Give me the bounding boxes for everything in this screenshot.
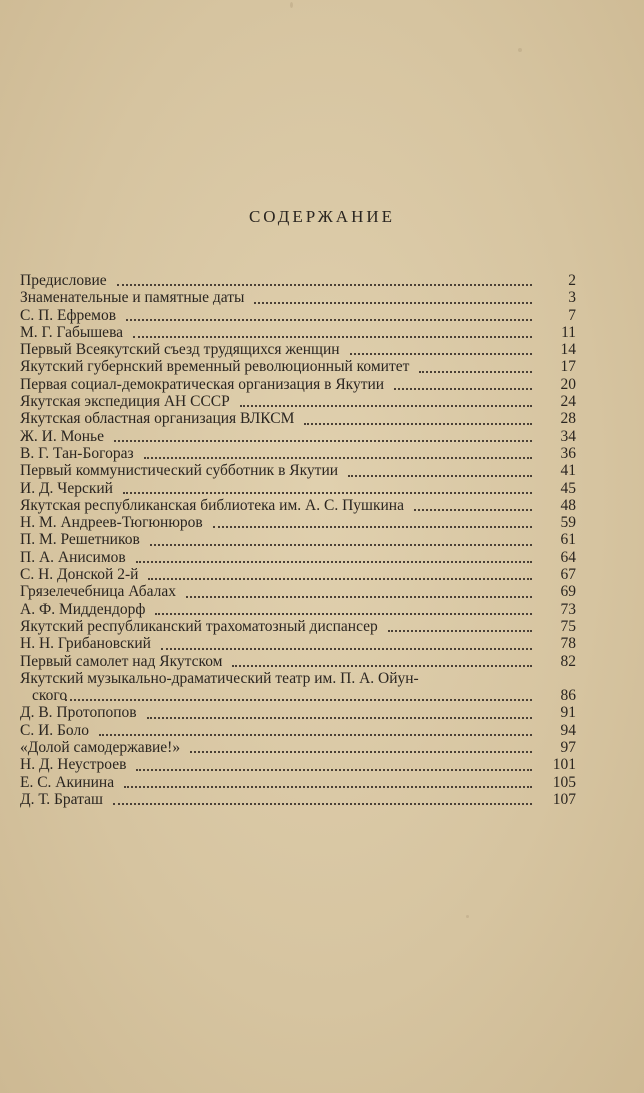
toc-entry: [20, 756, 576, 773]
dot-leader: [388, 630, 532, 632]
toc-entry-page: 105: [552, 773, 576, 791]
toc-entry-page: 2: [568, 272, 576, 289]
toc-entry: [20, 670, 576, 687]
dot-leader: [419, 371, 532, 373]
toc-entry-page: 3: [568, 289, 576, 307]
toc-entry: [20, 739, 576, 756]
toc-entry-page: 91: [560, 704, 576, 722]
toc-entry: [20, 722, 576, 739]
table-of-contents: [20, 272, 576, 808]
toc-entry-title: С. Н. Донской 2-й: [20, 566, 139, 584]
toc-entry-title: Н. Д. Неустроев: [20, 756, 127, 774]
toc-entry: [20, 358, 576, 375]
toc-entry: [20, 341, 576, 358]
toc-entry-page: 20: [560, 375, 576, 393]
dot-leader: [133, 336, 532, 338]
toc-entry-page: 64: [560, 548, 576, 566]
toc-entry: [20, 410, 576, 427]
dot-leader: [147, 717, 532, 719]
toc-entry: [20, 514, 576, 531]
toc-entry-title: М. Г. Габышева: [20, 323, 124, 341]
toc-entry: [20, 393, 576, 410]
toc-entry-page: 41: [560, 462, 576, 480]
dot-leader: [190, 751, 532, 753]
toc-entry-page: 97: [560, 739, 576, 757]
toc-entry: [20, 687, 576, 704]
toc-entry-title: Якутская республиканская библиотека им. А. С. Пушкина: [20, 496, 404, 514]
toc-entry: [20, 791, 576, 808]
toc-entry-page: 17: [560, 358, 576, 376]
toc-entry-page: 86: [560, 687, 576, 705]
dot-leader: [394, 388, 532, 390]
toc-entry-page: 107: [552, 790, 576, 808]
toc-entry: [20, 566, 576, 583]
toc-entry: [20, 272, 576, 289]
toc-entry: [20, 549, 576, 566]
dot-leader: [65, 699, 532, 701]
toc-entry-title: Первый Всеякутский съезд трудящихся женщин: [20, 341, 340, 359]
toc-entry-title: Якутская экспедиция АН СССР: [20, 393, 230, 411]
toc-entry-title: А. Ф. Миддендорф: [20, 600, 146, 618]
toc-entry-title: Н. Н. Грибановский: [20, 635, 151, 653]
toc-entry: [20, 774, 576, 791]
toc-entry-title: Якутская областная организация ВЛКСМ: [20, 410, 295, 428]
toc-entry-page: 82: [560, 652, 576, 670]
toc-entry: [20, 324, 576, 341]
dot-leader: [136, 561, 532, 563]
toc-entry-page: 101: [552, 756, 576, 774]
toc-entry-title: Н. М. Андреев-Тюгюнюров: [20, 514, 203, 532]
toc-entry-title: Д. Т. Браташ: [20, 790, 103, 808]
dot-leader: [213, 526, 532, 528]
toc-entry-page: 36: [560, 444, 576, 462]
toc-entry-title: Первая социал-демократическая организация в Якутии: [20, 375, 385, 393]
toc-entry-title: Якутский губернский временный революционный комитет: [20, 358, 410, 376]
toc-entry-title: Первый самолет над Якутском: [20, 652, 223, 670]
dot-leader: [161, 648, 532, 650]
dot-leader: [114, 440, 532, 442]
toc-entry-title: Ж. И. Монье: [20, 427, 104, 445]
toc-entry-title: Е. С. Акинина: [20, 773, 115, 791]
toc-entry-page: 34: [560, 427, 576, 445]
toc-entry: [20, 704, 576, 721]
toc-entry: [20, 653, 576, 670]
dot-leader: [113, 803, 532, 805]
toc-entry-page: 69: [560, 583, 576, 601]
toc-entry: [20, 635, 576, 652]
toc-heading: СОДЕРЖАНИЕ: [248, 207, 396, 226]
dot-leader: [304, 423, 532, 425]
dot-leader: [186, 596, 532, 598]
toc-entry: [20, 462, 576, 479]
paper-stain: [466, 915, 469, 918]
toc-entry-title: П. А. Анисимов: [20, 548, 126, 566]
toc-entry-page: 61: [560, 531, 576, 549]
toc-entry-title: Первый коммунистический субботник в Якутии: [20, 462, 339, 480]
toc-entry-title: Д. В. Протопопов: [20, 704, 137, 722]
dot-leader: [144, 457, 532, 459]
toc-entry-title: П. М. Решетников: [20, 531, 140, 549]
dot-leader: [99, 734, 532, 736]
toc-entry-title: ского: [32, 687, 68, 705]
toc-entry-title: Предисловие: [20, 272, 107, 289]
toc-entry: [20, 289, 576, 306]
toc-entry-title: С. И. Боло: [20, 721, 89, 739]
toc-entry-title: Грязелечебница Абалах: [20, 583, 176, 601]
toc-entry-page: 48: [560, 496, 576, 514]
toc-entry-page: 75: [560, 617, 576, 635]
toc-entry: [20, 428, 576, 445]
paper-stain: [290, 2, 293, 8]
toc-entry-page: 67: [560, 566, 576, 584]
toc-entry: [20, 618, 576, 635]
toc-entry-page: 14: [560, 341, 576, 359]
toc-entry-page: 7: [568, 306, 576, 324]
dot-leader: [348, 475, 532, 477]
toc-entry-title: В. Г. Тан-Богораз: [20, 444, 134, 462]
toc-entry: [20, 376, 576, 393]
dot-leader: [254, 302, 532, 304]
toc-entry-title: «Долой самодержавие!»: [20, 739, 181, 757]
paper-stain: [518, 48, 522, 52]
dot-leader: [123, 492, 532, 494]
dot-leader: [124, 786, 532, 788]
toc-entry: [20, 480, 576, 497]
toc-entry-page: 28: [560, 410, 576, 428]
dot-leader: [155, 613, 532, 615]
toc-entry-title: Якутский музыкально-драматический театр им. П. А. Ойун-: [20, 669, 419, 687]
toc-entry: [20, 445, 576, 462]
toc-entry: [20, 531, 576, 548]
toc-entry-page: 59: [560, 514, 576, 532]
toc-entry-page: 73: [560, 600, 576, 618]
toc-entry-title: С. П. Ефремов: [20, 306, 117, 324]
dot-leader: [117, 284, 532, 286]
toc-entry-page: 78: [560, 635, 576, 653]
toc-entry-title: Знаменательные и памятные даты: [20, 289, 245, 307]
dot-leader: [350, 353, 532, 355]
dot-leader: [150, 544, 532, 546]
toc-entry: [20, 307, 576, 324]
toc-entry: [20, 497, 576, 514]
dot-leader: [126, 319, 532, 321]
toc-entry: [20, 601, 576, 618]
toc-entry-page: 11: [561, 323, 576, 341]
dot-leader: [232, 665, 532, 667]
dot-leader: [414, 509, 532, 511]
dot-leader: [136, 769, 532, 771]
toc-entry: [20, 583, 576, 600]
toc-entry-page: 24: [560, 393, 576, 411]
toc-entry-page: 45: [560, 479, 576, 497]
toc-entry-page: 94: [560, 721, 576, 739]
dot-leader: [240, 405, 532, 407]
toc-entry-title: И. Д. Черский: [20, 479, 113, 497]
dot-leader: [148, 578, 532, 580]
toc-entry-title: Якутский республиканский трахоматозный диспансер: [20, 617, 378, 635]
